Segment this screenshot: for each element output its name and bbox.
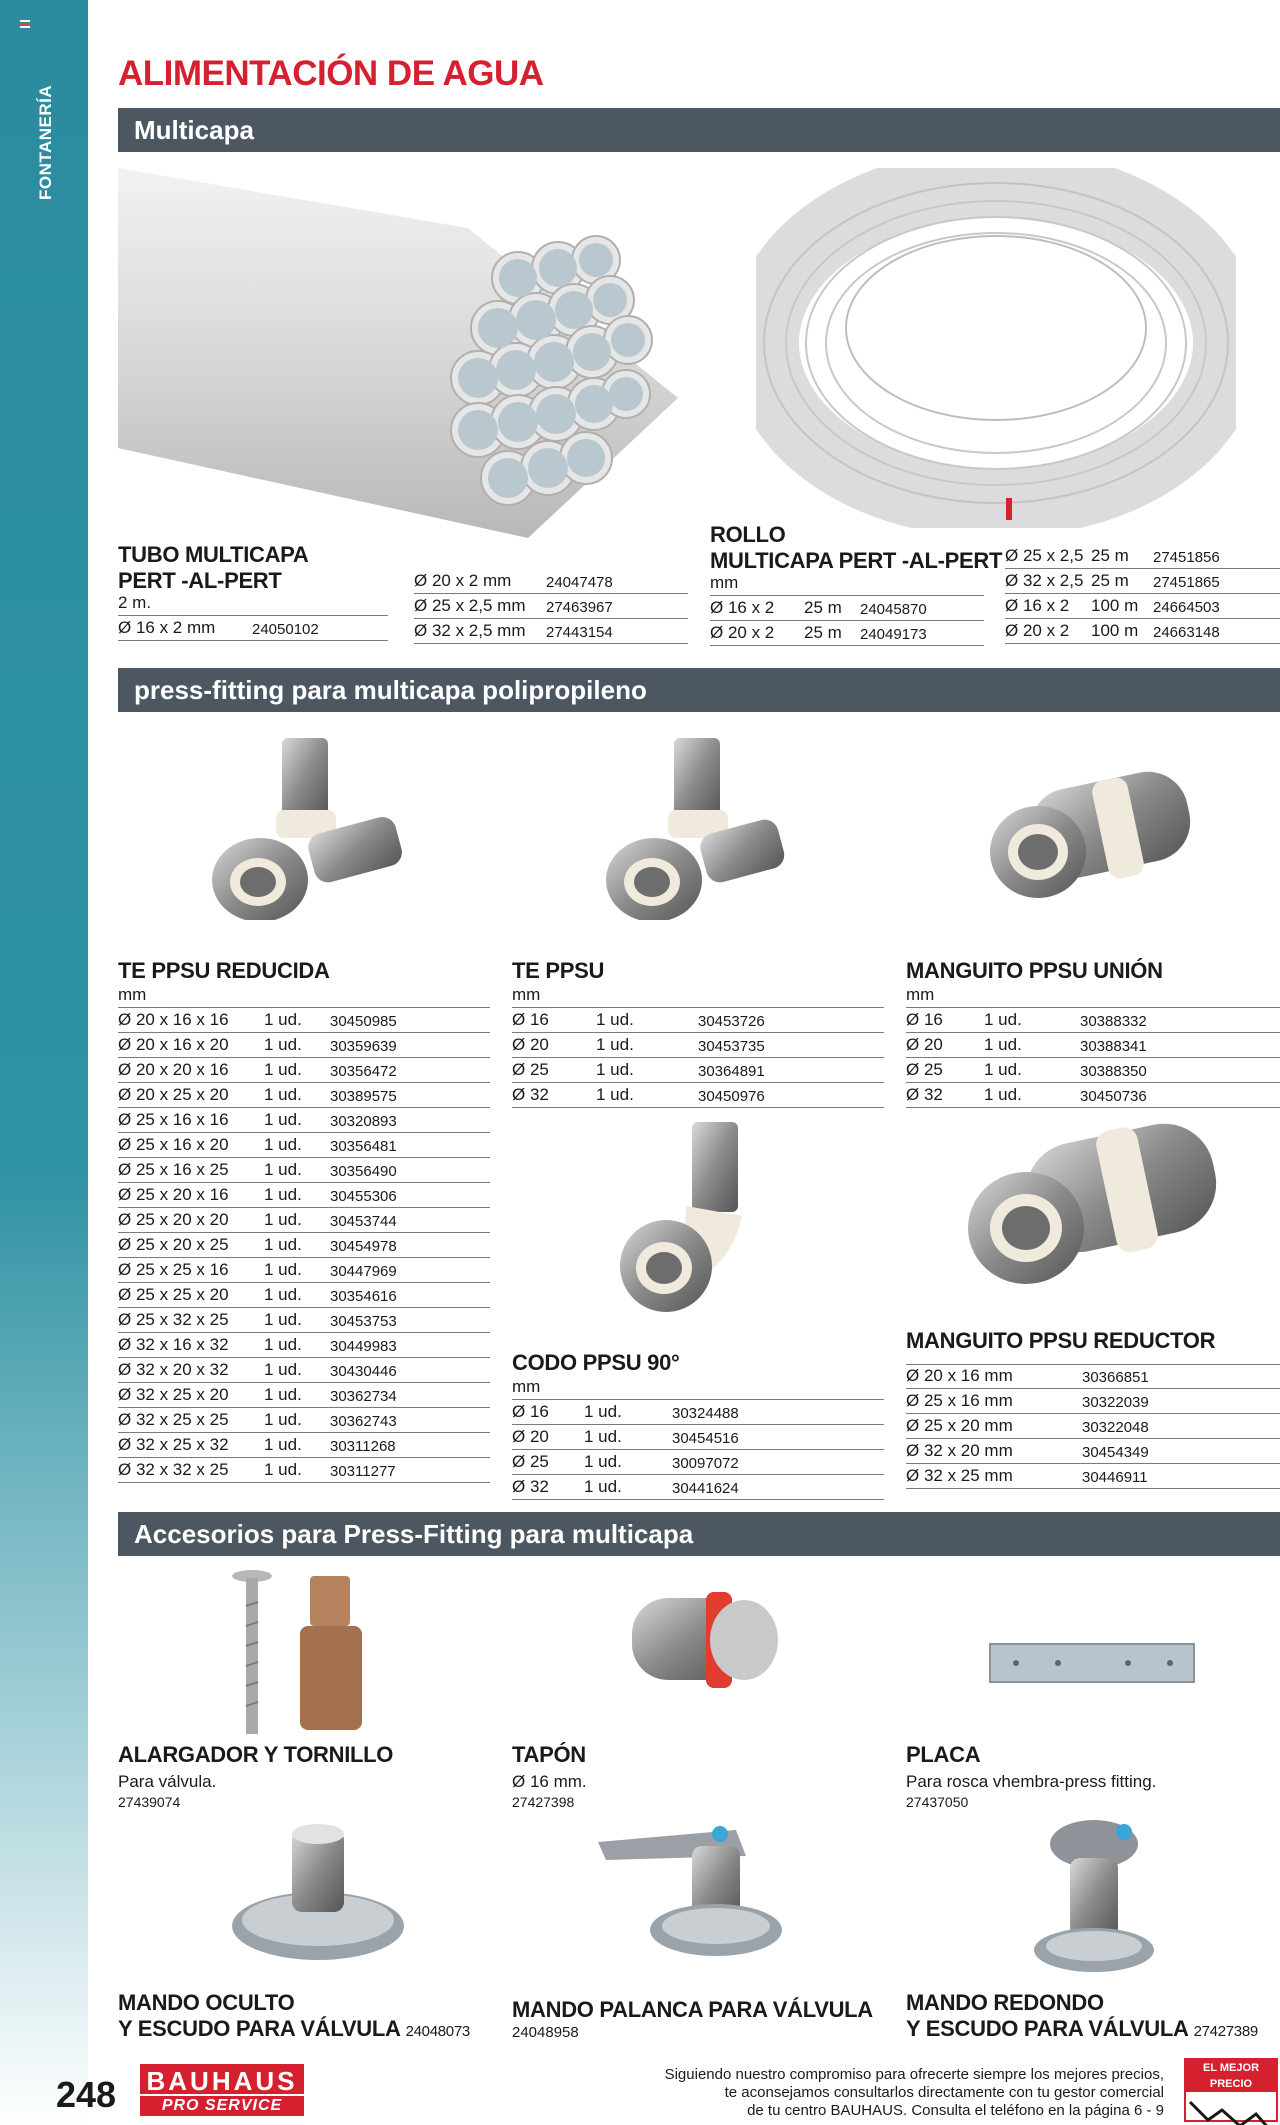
table-row: Ø 32 x 16 x 32 1 ud. 30449983 <box>118 1333 490 1358</box>
te-unit-row: mm <box>512 986 884 1008</box>
table-row: Ø 32 x 25 mm 30446911 <box>906 1464 1280 1489</box>
footer-disclaimer <box>644 2066 1164 2120</box>
mando-redondo-title-line2: Y ESCUDO PARA VÁLVULA 27427389 <box>906 2016 1258 2041</box>
table-row: Ø 25 x 16 x 16 1 ud. 30320893 <box>118 1108 490 1133</box>
tapon-image <box>624 1584 784 1704</box>
alargador-image <box>230 1566 380 1736</box>
table-row: Ø 32 x 20 mm 30454349 <box>906 1439 1280 1464</box>
table-row: Ø 20 x 2 100 m 24663148 <box>1005 619 1280 644</box>
table-row: Ø 20 x 20 x 16 1 ud. 30356472 <box>118 1058 490 1083</box>
rollo-unit-row: mm <box>710 574 984 596</box>
te-reducida-title: TE PPSU REDUCIDA <box>118 958 330 983</box>
alargador-code: 27439074 <box>118 1794 181 1810</box>
table-row: Ø 16 1 ud. 30453726 <box>512 1008 884 1033</box>
table-row: Ø 25 x 16 mm 30322039 <box>906 1389 1280 1414</box>
tubo-unit-row: 2 m. <box>118 594 388 616</box>
alargador-desc: Para válvula. <box>118 1772 217 1791</box>
table-row: Ø 32 x 25 x 25 1 ud. 30362743 <box>118 1408 490 1433</box>
table-row: Ø 20 x 25 x 20 1 ud. 30389575 <box>118 1083 490 1108</box>
best-price-badge <box>1184 2058 1278 2122</box>
footer-line-2: te aconsejamos consultarlos directamente con tu gestor comercial <box>724 2084 1164 2101</box>
table-row: Ø 25 x 32 x 25 1 ud. 30453753 <box>118 1308 490 1333</box>
table-row: Ø 32 x 25 x 20 1 ud. 30362734 <box>118 1383 490 1408</box>
tubo-title-line2: PERT -AL-PERT <box>118 568 282 593</box>
mando-oculto-title-line2: Y ESCUDO PARA VÁLVULA 24048073 <box>118 2016 470 2041</box>
manguito-union-table <box>906 986 1280 1108</box>
page-title: ALIMENTACIÓN DE AGUA <box>118 54 544 93</box>
table-row: Ø 32 1 ud. 30450976 <box>512 1083 884 1108</box>
codo-title: CODO PPSU 90° <box>512 1350 680 1375</box>
table-row: Ø 20 1 ud. 30454516 <box>512 1425 884 1450</box>
logo-bottom-text: PRO SERVICE <box>140 2096 304 2116</box>
section-multicapa: Multicapa <box>118 108 1280 152</box>
alargador-title: ALARGADOR Y TORNILLO <box>118 1742 394 1767</box>
manguito-reductor-image <box>966 1118 1226 1298</box>
table-row: Ø 20 x 16 mm 30366851 <box>906 1364 1280 1389</box>
te-reducida-image <box>200 730 410 920</box>
table-row: Ø 32 1 ud. 30441624 <box>512 1475 884 1500</box>
mando-redondo-code: 27427389 <box>1193 2023 1258 2040</box>
tubo-table-left <box>118 594 388 641</box>
table-row: Ø 16 1 ud. 30388332 <box>906 1008 1280 1033</box>
mando-redondo-title-line1: MANDO REDONDO <box>906 1990 1104 2015</box>
table-row: Ø 16 x 2 25 m 24045870 <box>710 596 984 621</box>
placa-desc: Para rosca vhembra-press fitting. <box>906 1772 1157 1791</box>
te-reducida-table <box>118 986 490 1483</box>
te-title: TE PPSU <box>512 958 605 983</box>
rollo-title-line1: ROLLO <box>710 522 786 547</box>
table-row: Ø 32 x 32 x 25 1 ud. 30311277 <box>118 1458 490 1483</box>
table-row: Ø 16 x 2 100 m 24664503 <box>1005 594 1280 619</box>
table-row: Ø 25 x 20 x 16 1 ud. 30455306 <box>118 1183 490 1208</box>
manguito-union-title: MANGUITO PPSU UNIÓN <box>906 958 1163 983</box>
codo-table <box>512 1378 884 1500</box>
mando-oculto-image <box>228 1816 408 1966</box>
table-row: Ø 20 x 2 25 m 24049173 <box>710 621 984 646</box>
table-row: Ø 32 1 ud. 30450736 <box>906 1083 1280 1108</box>
table-row: Ø 32 x 20 x 32 1 ud. 30430446 <box>118 1358 490 1383</box>
bauhaus-logo <box>140 2064 304 2116</box>
table-row: Ø 32 x 2,5 mm 27443154 <box>414 619 688 644</box>
tubo-multicapa-image <box>118 168 683 538</box>
table-row: Ø 25 1 ud. 30364891 <box>512 1058 884 1083</box>
table-row: Ø 25 1 ud. 30097072 <box>512 1450 884 1475</box>
table-row: Ø 25 x 16 x 25 1 ud. 30356490 <box>118 1158 490 1183</box>
rollo-table-left <box>710 574 984 646</box>
manguito-union-unit-row: mm <box>906 986 1280 1008</box>
sidebar-label: FONTANERÍA <box>36 84 55 200</box>
table-row: Ø 25 x 20 mm 30322048 <box>906 1414 1280 1439</box>
mando-palanca-code: 24048958 <box>512 2024 579 2041</box>
page-number: 248 <box>56 2074 117 2115</box>
table-row: Ø 25 x 2,5 mm 27463967 <box>414 594 688 619</box>
codo-image <box>616 1116 766 1321</box>
table-row: Ø 20 x 16 x 20 1 ud. 30359639 <box>118 1033 490 1058</box>
codo-unit-row: mm <box>512 1378 884 1400</box>
section-press-fitting: press-fitting para multicapa polipropileno <box>118 668 1280 712</box>
placa-image <box>988 1640 1198 1686</box>
mando-redondo-image <box>1030 1818 1160 1974</box>
best-price-badge-label: EL MEJOR PRECIO <box>1186 2060 1276 2092</box>
rollo-title-line2: MULTICAPA PERT -AL-PERT <box>710 548 1003 573</box>
section-accesorios: Accesorios para Press-Fitting para multicapa <box>118 1512 1280 1556</box>
flag-icon <box>20 20 30 28</box>
te-table <box>512 986 884 1108</box>
placa-code: 27437050 <box>906 1794 969 1810</box>
table-row: Ø 16 1 ud. 30324488 <box>512 1400 884 1425</box>
table-row: Ø 25 x 20 x 25 1 ud. 30454978 <box>118 1233 490 1258</box>
price-chart-icon <box>1186 2092 1276 2125</box>
table-row: Ø 25 x 20 x 20 1 ud. 30453744 <box>118 1208 490 1233</box>
table-row: Ø 25 x 25 x 20 1 ud. 30354616 <box>118 1283 490 1308</box>
mando-oculto-code: 24048073 <box>405 2023 470 2040</box>
table-row: Ø 25 x 16 x 20 1 ud. 30356481 <box>118 1133 490 1158</box>
mando-palanca-title: MANDO PALANCA PARA VÁLVULA <box>512 1997 873 2022</box>
tapon-desc: Ø 16 mm. <box>512 1772 587 1791</box>
placa-title: PLACA <box>906 1742 981 1767</box>
tapon-code: 27427398 <box>512 1794 575 1810</box>
table-row: Ø 16 x 2 mm 24050102 <box>118 616 388 641</box>
table-row: Ø 20 x 2 mm 24047478 <box>414 569 688 594</box>
sidebar <box>0 0 88 2125</box>
footer-line-1: Siguiendo nuestro compromiso para ofrecerte siempre los mejores precios, <box>664 2066 1164 2083</box>
tapon-title: TAPÓN <box>512 1742 586 1767</box>
table-row: Ø 25 1 ud. 30388350 <box>906 1058 1280 1083</box>
mando-oculto-title-line1: MANDO OCULTO <box>118 1990 295 2015</box>
tubo-table-right <box>414 569 688 644</box>
table-row: Ø 32 x 2,5 25 m 27451865 <box>1005 569 1280 594</box>
manguito-reductor-table <box>906 1364 1280 1489</box>
table-row: Ø 32 x 25 x 32 1 ud. 30311268 <box>118 1433 490 1458</box>
rollo-multicapa-image <box>756 168 1236 528</box>
table-row: Ø 25 x 2,5 25 m 27451856 <box>1005 544 1280 569</box>
table-row: Ø 20 1 ud. 30453735 <box>512 1033 884 1058</box>
te-image <box>598 730 798 920</box>
te-reducida-unit-row: mm <box>118 986 490 1008</box>
table-row: Ø 20 x 16 x 16 1 ud. 30450985 <box>118 1008 490 1033</box>
rollo-table-right <box>1005 544 1280 644</box>
logo-top-text: BAUHAUS <box>140 2064 304 2094</box>
mando-palanca-image <box>596 1820 792 1960</box>
manguito-union-image <box>990 760 1200 910</box>
footer-line-3: de tu centro BAUHAUS. Consulta el teléfono en la página 6 - 9 <box>747 2102 1164 2119</box>
tubo-title-line1: TUBO MULTICAPA <box>118 542 309 567</box>
table-row: Ø 25 x 25 x 16 1 ud. 30447969 <box>118 1258 490 1283</box>
table-row: Ø 20 1 ud. 30388341 <box>906 1033 1280 1058</box>
manguito-reductor-title: MANGUITO PPSU REDUCTOR <box>906 1328 1216 1353</box>
